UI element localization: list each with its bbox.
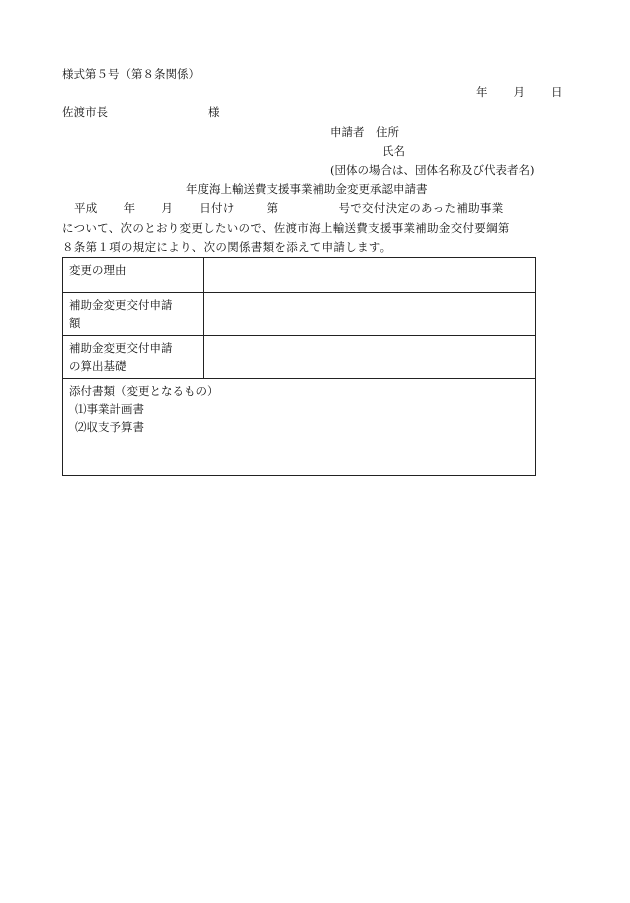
body-year-label: 年 xyxy=(123,201,136,215)
date-year-label: 年 xyxy=(476,85,488,99)
form-number: 様式第５号（第８条関係） xyxy=(62,67,200,81)
basis-value-field[interactable] xyxy=(204,336,536,379)
table-row-basis xyxy=(63,336,536,379)
amount-label xyxy=(63,293,204,336)
body-date-suffix: 日付け xyxy=(199,201,235,215)
attachment-item: ⑵収支予算書 xyxy=(75,420,144,434)
date-month-label: 月 xyxy=(513,85,525,99)
body-dai-label: 第 xyxy=(266,201,279,215)
body-month-label: 月 xyxy=(161,201,174,215)
addressee-honorific: 様 xyxy=(208,105,220,119)
body-line-1 xyxy=(62,199,572,219)
body-text xyxy=(62,199,572,258)
applicant-note: (団体の場合は、団体名称及び代表者名) xyxy=(330,163,535,177)
body-line-2: について、次のとおり変更したいので、佐渡市海上輸送費支援事業補助金交付要綱第 xyxy=(62,220,510,235)
table-row-attachments xyxy=(63,379,536,476)
basis-label-line-1: 補助金変更交付申請 xyxy=(69,341,173,355)
basis-label-line-2: の算出基礎 xyxy=(69,359,127,373)
reason-value-field[interactable] xyxy=(204,258,536,293)
amount-label-line-2: 額 xyxy=(69,316,81,330)
addressee-name: 佐渡市長 xyxy=(62,105,108,119)
body-line1-rest: 号で交付決定のあった補助事業 xyxy=(338,201,504,215)
document-title: 年度海上輸送費支援事業補助金変更承認申請書 xyxy=(186,182,428,196)
heisei-label: 平成 xyxy=(74,201,98,215)
amount-value-field[interactable] xyxy=(204,293,536,336)
body-line-3: ８条第１項の規定により、次の関係書類を添えて申請します。 xyxy=(62,240,392,254)
date-day-label: 日 xyxy=(551,85,563,99)
applicant-address-label: 申請者 住所 xyxy=(330,125,399,139)
date-line xyxy=(476,84,563,100)
table-row-amount xyxy=(63,293,536,336)
table-row-reason xyxy=(63,258,536,293)
change-detail-table xyxy=(62,257,536,476)
attachments-heading: 添付書類（変更となるもの） xyxy=(69,384,219,398)
attachment-item: ⑴事業計画書 xyxy=(75,402,144,416)
addressee xyxy=(62,104,220,120)
reason-label: 変更の理由 xyxy=(63,258,204,293)
basis-label xyxy=(63,336,204,379)
applicant-name-label: 氏名 xyxy=(382,144,405,158)
attachments-cell xyxy=(63,379,536,476)
amount-label-line-1: 補助金変更交付申請 xyxy=(69,298,173,312)
